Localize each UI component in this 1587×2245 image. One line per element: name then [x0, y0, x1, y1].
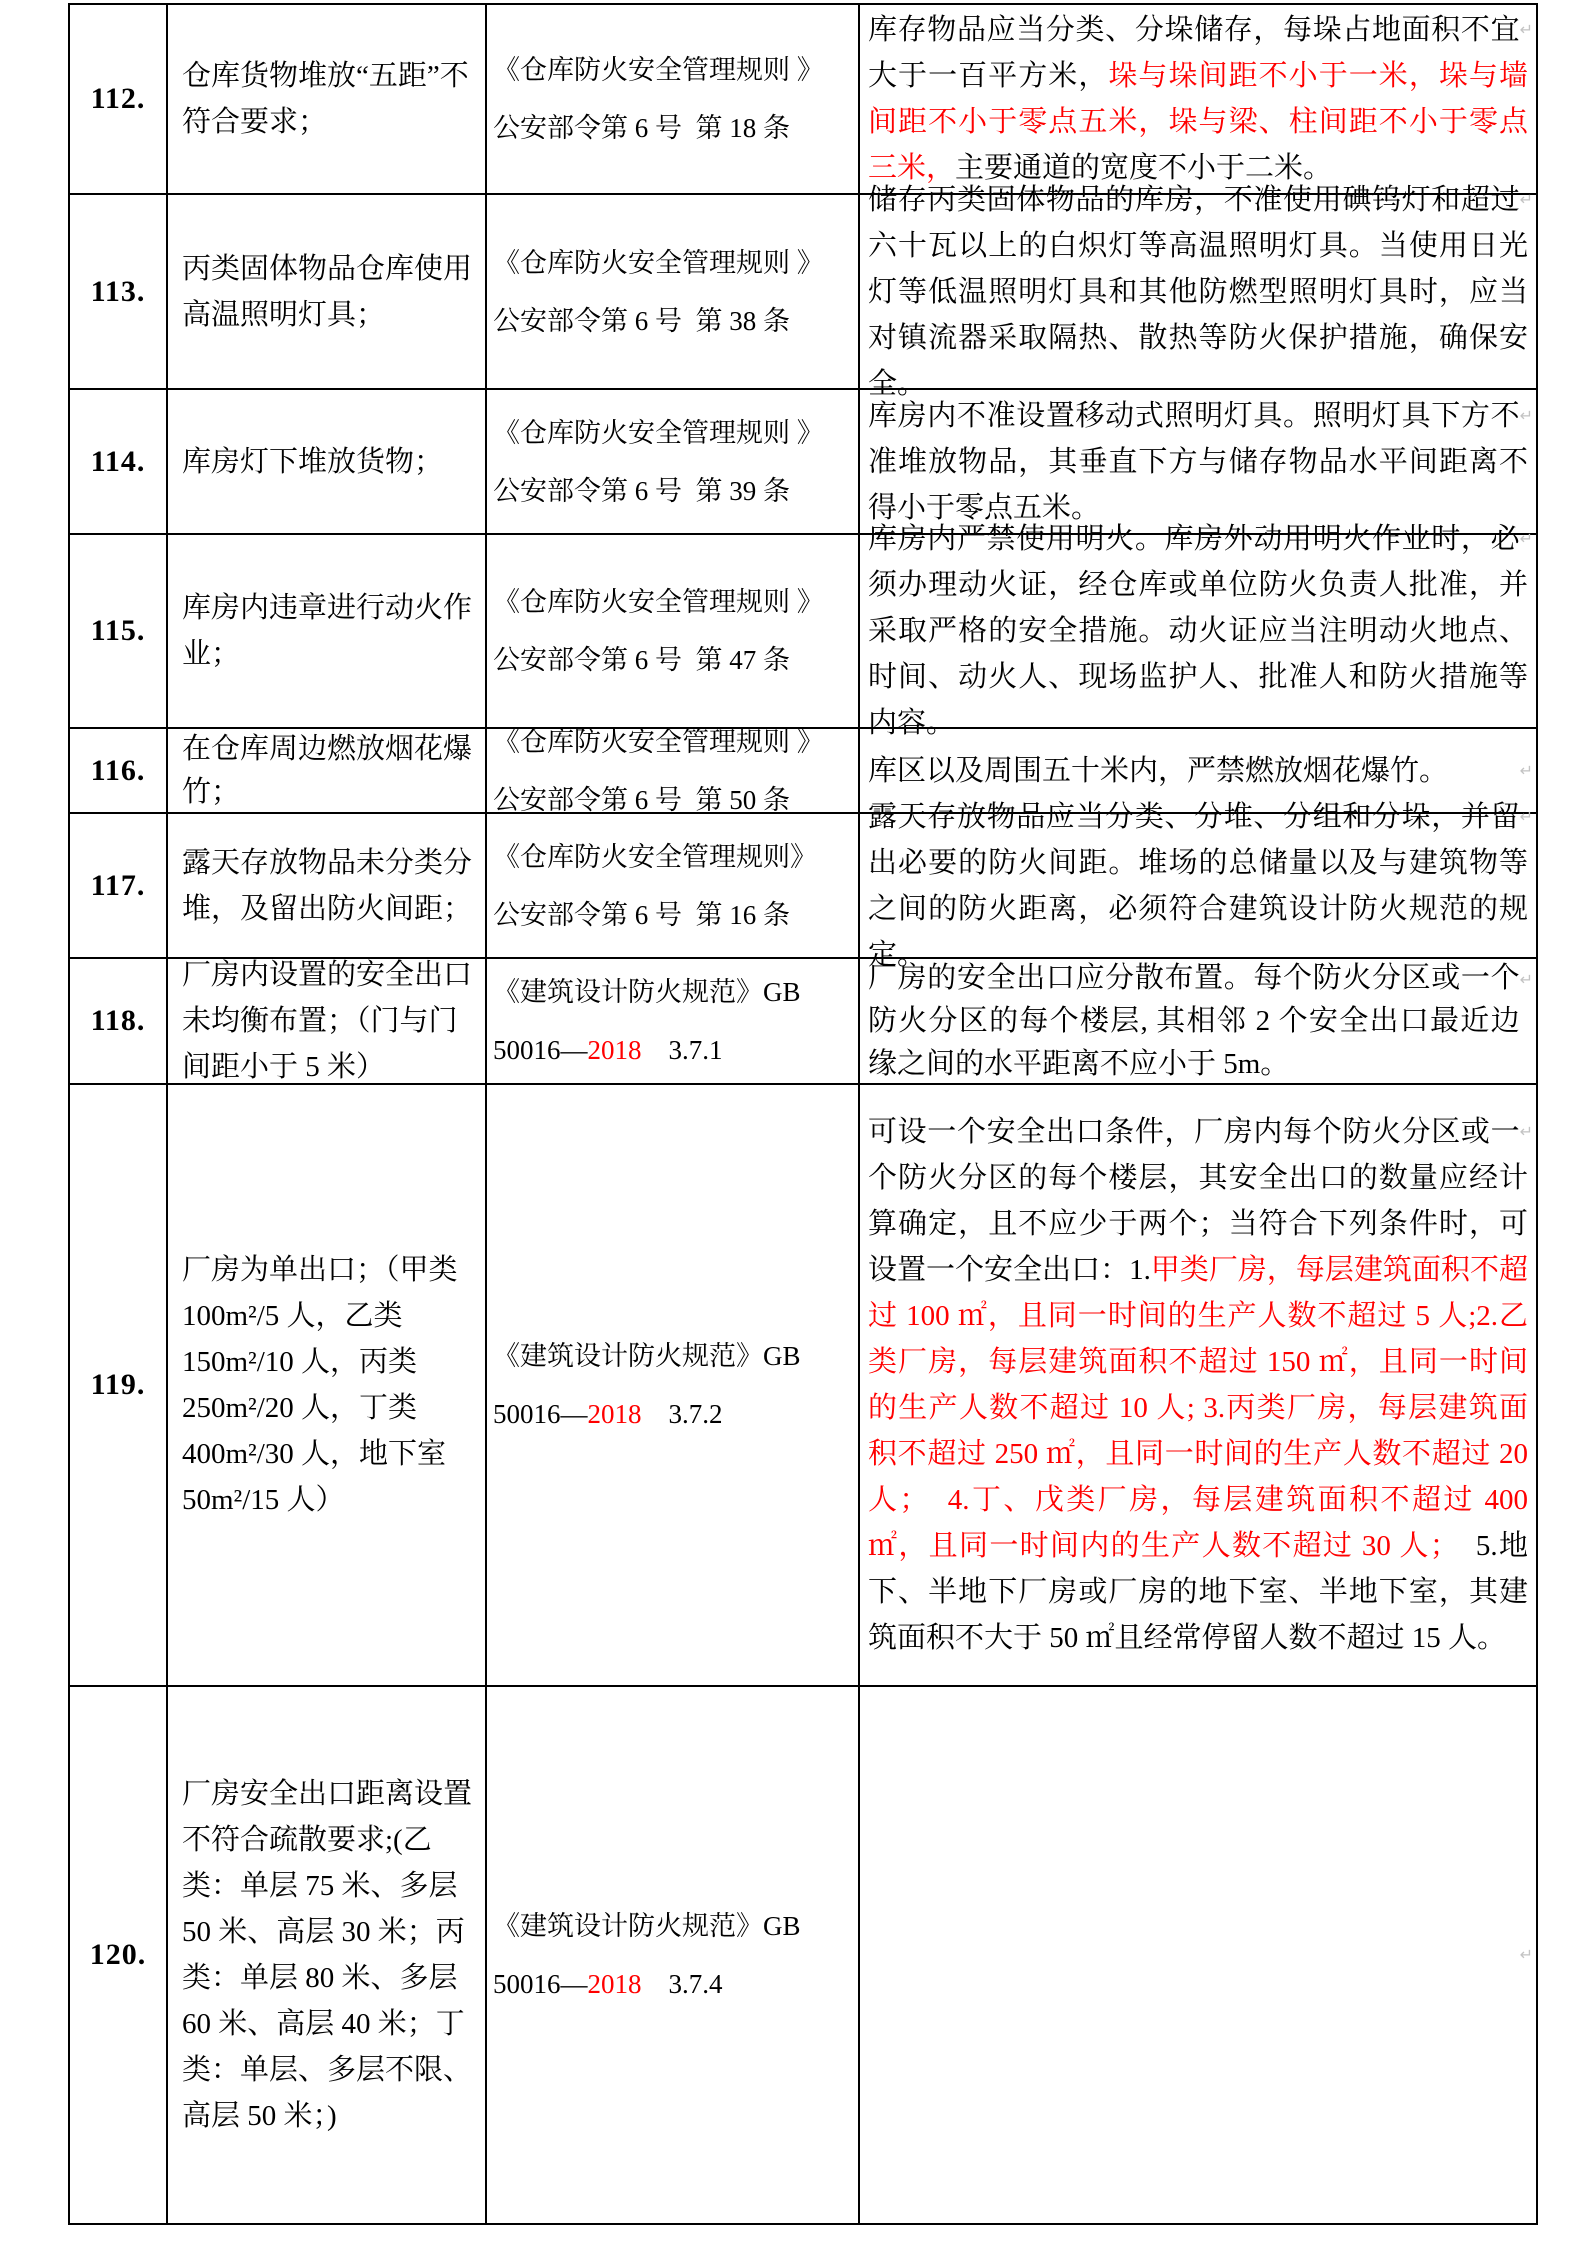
body-text: 《建筑设计防火规范》GB [493, 977, 801, 1007]
regulation-basis-text [487, 713, 858, 829]
regulation-basis-cell [487, 814, 860, 959]
requirement-detail-cell [860, 959, 1538, 1085]
body-text: 库区以及周围五十米内，严禁燃放烟花爆竹。 [868, 754, 1449, 787]
body-text: 《仓库防火安全管理规则 》 [493, 417, 824, 448]
requirement-detail-cell [860, 390, 1538, 535]
paragraph-return-mark-icon: ↵ [1519, 189, 1533, 209]
regulation-basis-cell [487, 1085, 860, 1687]
body-text: 厂房的安全出口应分散布置。每个防火分区或一个防火分区的每个楼层, 其相邻 2 个安全出口最近边缘之间的水平距离不应小于 5m。 [868, 961, 1520, 1080]
body-text: 可设一个安全出口条件，厂房内每个防火分区或一个防火分区的每个楼层，其安全出口的数量应经计算确定，且不应少于两个；当符合下列条件时，可设置一个安全出口：1. [868, 1116, 1528, 1286]
issue-text: 厂房为单出口；（甲类 100m²/5 人，乙类 150m²/10 人，丙类 250m²/20 人，丁类 400m²/30 人，地下室 50m²/15 人） [182, 1254, 465, 1516]
row-number: 117. [90, 868, 146, 902]
regulation-basis-cell [487, 5, 860, 195]
row-number-cell [70, 1085, 168, 1687]
requirement-detail-text [860, 177, 1536, 407]
body-text: 公安部令第 6 号 第 18 条 [493, 113, 790, 143]
body-text: 50016— [493, 1399, 588, 1429]
regulation-basis-cell [487, 726, 860, 815]
emphasis-red-text: 甲类厂房，每层建筑面积不超过 100 ㎡，且同一时间的生产人数不超过 5 人;2.乙类厂房，每层建筑面积不超过 150 ㎡，且同一时间的生产人数不超过 10 人; 3.丙类厂房，每层建筑面积不超过 250 ㎡，且同一时间的生产人数不超过 20 人； 4.丁、戊类厂房，每层建筑面积不超过 400 ㎡，且同一时间内的生产人数不超过 30 人； [868, 1254, 1536, 1562]
row-number: 115. [90, 614, 146, 647]
body-text: 主要通道的宽度不小于二米。 [955, 152, 1333, 184]
body-text: 库存物品应当分类、分垛储存，每垛占地面积不宜大于一百平方米， [868, 14, 1520, 92]
paragraph-return-mark-icon: ↵ [1519, 806, 1533, 826]
row-number-cell [70, 5, 168, 195]
paragraph-return-mark-icon: ↵ [1519, 969, 1533, 989]
regulation-basis-cell [487, 535, 860, 729]
fire-safety-regulations-table [68, 3, 1538, 2225]
paragraph-return-mark-icon: ↵ [1519, 529, 1533, 548]
paragraph-return-mark-icon: ↵ [1519, 405, 1533, 425]
requirement-detail-text [860, 1109, 1536, 1661]
issue-cell [168, 195, 487, 390]
requirement-detail-text [860, 516, 1536, 746]
regulation-basis-text [487, 234, 858, 350]
row-number: 116. [90, 753, 146, 787]
body-text: 库房内不准设置移动式照明灯具。照明灯具下方不准堆放物品，其垂直下方与储存物品水平间距离不得小于零点五米。 [868, 399, 1528, 524]
issue-cell [168, 729, 487, 814]
regulation-basis-cell [487, 195, 860, 390]
body-text: 50016— [493, 1969, 588, 1999]
body-text: 《仓库防火安全管理规则》 [493, 841, 817, 872]
issue-text: 库房内违章进行动火作业； [182, 592, 473, 670]
requirement-detail-cell [860, 1687, 1538, 2225]
body-text: 公安部令第 6 号 第 39 条 [493, 475, 790, 506]
body-text: 《仓库防火安全管理规则 》 [493, 247, 824, 278]
row-number: 112. [90, 82, 146, 115]
requirement-detail-cell [860, 523, 1538, 739]
requirement-detail-text [860, 794, 1536, 978]
body-text: 公安部令第 6 号 第 16 条 [493, 899, 790, 930]
issue-cell [168, 1687, 487, 2225]
body-text: 《仓库防火安全管理规则 》 [493, 587, 824, 617]
row-number: 118. [90, 1004, 146, 1037]
requirement-detail-cell [860, 1085, 1538, 1687]
regulation-basis-text [487, 573, 858, 689]
requirement-detail-text [860, 957, 1536, 1086]
body-text: 储存丙类固体物品的库房，不准使用碘钨灯和超过六十瓦以上的白炽灯等高温照明灯具。当使用日光灯等低温照明灯具和其他防燃型照明灯具时，应当对镇流器采取隔热、散热等防火保护措施，确保安全。 [868, 183, 1528, 400]
issue-cell [168, 959, 487, 1085]
row-number-cell [70, 195, 168, 390]
body-text: 《建筑设计防火规范》GB [493, 1341, 801, 1371]
row-number: 119. [90, 1368, 146, 1401]
body-text: 露天存放物品应当分类、分堆、分组和分垛，并留出必要的防火间距。堆场的总储量以及与建筑物等之间的防火距离，必须符合建筑设计防火规范的规定。 [868, 800, 1528, 971]
regulation-basis-text [487, 1897, 858, 2013]
issue-text: 库房灯下堆放货物； [182, 445, 444, 478]
row-number-cell [70, 535, 168, 729]
regulation-basis-cell [487, 390, 860, 535]
requirement-detail-cell [860, 800, 1538, 971]
paragraph-return-mark-icon: ↵ [1519, 20, 1533, 39]
regulation-basis-text [487, 963, 858, 1079]
requirement-detail-text [860, 393, 1536, 531]
paragraph-return-mark-icon: ↵ [1519, 1122, 1533, 1141]
requirement-detail-text [860, 7, 1536, 191]
body-text: 公安部令第 6 号 第 47 条 [493, 645, 790, 675]
body-text: 公安部令第 6 号 第 50 条 [493, 784, 790, 815]
row-number-cell [70, 729, 168, 814]
issue-cell [168, 5, 487, 195]
regulation-basis-text [487, 404, 858, 520]
issue-cell [168, 814, 487, 959]
body-text: 3.7.4 [641, 1969, 723, 1999]
row-number-cell [70, 959, 168, 1085]
body-text: 《仓库防火安全管理规则 》 [493, 55, 824, 85]
emphasis-red-text: 2018 [587, 1399, 642, 1429]
body-text: 公安部令第 6 号 第 38 条 [493, 305, 790, 336]
requirement-detail-text [860, 1932, 1536, 1978]
row-number-cell [70, 814, 168, 959]
issue-text: 在仓库周边燃放烟花爆竹； [182, 732, 473, 808]
row-number: 120. [89, 1938, 147, 1971]
regulation-basis-text [487, 1327, 858, 1443]
paragraph-return-mark-icon: ↵ [1519, 1945, 1533, 1964]
regulation-basis-cell [487, 959, 860, 1085]
emphasis-red-text: 2018 [587, 1035, 642, 1065]
issue-cell [168, 535, 487, 729]
issue-text: 厂房内设置的安全出口未均衡布置；（门与门间距小于 5 米） [182, 959, 473, 1083]
emphasis-red-text: 2018 [587, 1969, 642, 1999]
requirement-detail-cell [860, 5, 1538, 195]
body-text: 3.7.2 [641, 1399, 723, 1429]
issue-cell [168, 1085, 487, 1687]
body-text: 《建筑设计防火规范》GB [493, 1911, 801, 1941]
issue-text: 厂房安全出口距离设置不符合疏散要求;(乙类：单层 75 米、多层 50 米、高层 30 米；丙类：单层 80 米、多层 60 米、高层 40 米；丁类：单层、多层不限、高层 50 米；) [182, 1778, 473, 2132]
issue-text: 露天存放物品未分类分堆，及留出防火间距； [182, 846, 473, 925]
row-number: 114. [90, 444, 146, 478]
body-text: 库房内严禁使用明火。库房外动用明火作业时，必须办理动火证，经仓库或单位防火负责人批准，并采取严格的安全措施。动火证应当注明动火地点、时间、动火人、现场监护人、批准人和防火措施等内容。 [868, 523, 1528, 739]
body-text: 5.地下、半地下厂房或厂房的地下室、半地下室，其建筑面积不大于 50 ㎡且经常停留人数不超过 15 人。 [868, 1530, 1528, 1654]
body-text: 3.7.1 [641, 1035, 723, 1065]
body-text: 《仓库防火安全管理规则 》 [493, 726, 824, 757]
row-number: 113. [90, 274, 146, 308]
regulation-basis-text [487, 41, 858, 157]
issue-text: 丙类固体物品仓库使用高温照明灯具； [182, 252, 473, 331]
issue-text: 仓库货物堆放“五距”不符合要求； [182, 60, 469, 138]
row-number-cell [70, 1687, 168, 2225]
issue-cell [168, 390, 487, 535]
body-text: 50016— [493, 1035, 588, 1065]
regulation-basis-cell [487, 1687, 860, 2225]
regulation-basis-text [487, 828, 858, 944]
requirement-detail-text [860, 748, 1536, 794]
requirement-detail-cell [860, 183, 1538, 400]
emphasis-red-text: 垛与垛间距不小于一米，垛与墙间距不小于零点五米，垛与梁、柱间距不小于零点三米， [868, 60, 1528, 184]
paragraph-return-mark-icon: ↵ [1519, 760, 1533, 780]
row-number-cell [70, 390, 168, 535]
